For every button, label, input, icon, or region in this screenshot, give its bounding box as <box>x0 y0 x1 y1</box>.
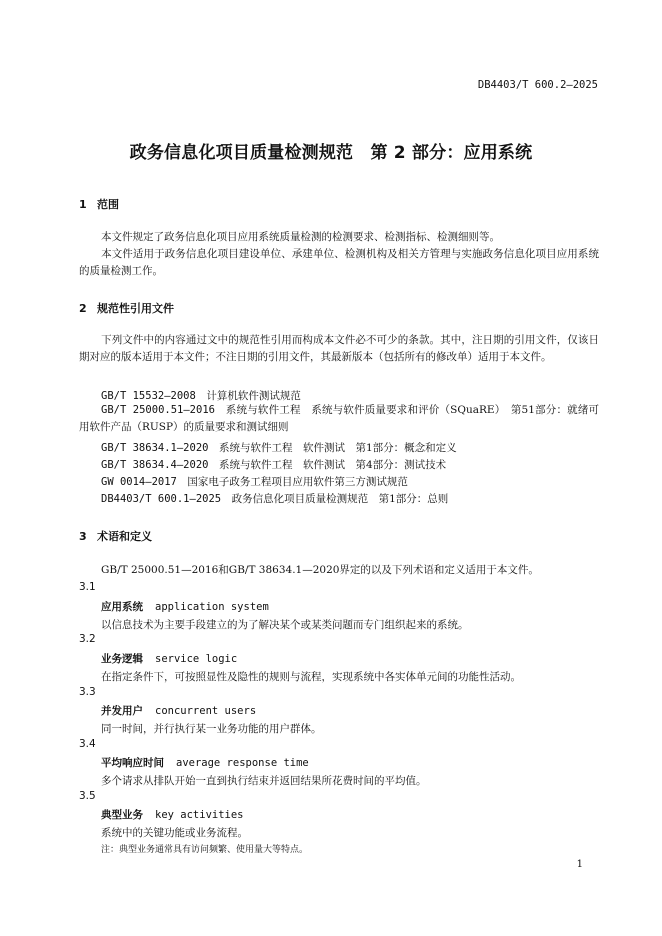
paragraph-text: 下列文件中的内容通过文中的规范性引用而构成本文件必不可少的条款。其中，注日期的引用文件，仅该日期对应的版本适用于本文件；不注日期的引用文件，其最新版本（包括所有的修改单）适用于本文件。 <box>79 334 599 364</box>
term-definition: 多个请求从排队开始一直到执行结束并返回结果所花费时间的平均值。 <box>101 775 427 787</box>
term-definition: 以信息技术为主要手段建立的为了解决某个或某类问题而专门组织起来的系统。 <box>101 619 469 631</box>
section-number: 3 <box>79 530 87 543</box>
reference-title: 系统与软件工程 软件测试 第1部分：概念和定义 <box>218 442 457 454</box>
term-definition: 同一时间，并行执行某一业务功能的用户群体。 <box>101 723 322 735</box>
reference-title: 系统与软件工程 软件测试 第4部分：测试技术 <box>218 459 447 471</box>
reference-title: 系统与软件工程 系统与软件质量要求和评价（SQuaRE） 第51部分：就绪可用软件产品（RUSP）的质量要求和测试细则 <box>79 404 600 434</box>
section-heading-terms <box>79 528 152 544</box>
term-english: concurrent users <box>155 705 257 717</box>
section-title: 规范性引用文件 <box>97 302 174 315</box>
term-english: key activities <box>155 809 244 821</box>
paragraph-text: 本文件适用于政务信息化项目建设单位、承建单位、检测机构及相关方管理与实施政务信息化项目应用系统的质量检测工作。 <box>79 248 599 278</box>
term-definition: 在指定条件下，可按照显性及隐性的规则与流程，实现系统中各实体单元间的功能性活动。 <box>101 671 521 683</box>
scope-paragraph-2 <box>79 246 599 281</box>
term-definition: 系统中的关键功能或业务流程。 <box>101 827 248 839</box>
term-entry <box>101 703 256 718</box>
reference-code: DB4403/T 600.1—2025 <box>101 493 222 505</box>
reference-item <box>101 388 301 403</box>
term-note: 注：典型业务通常具有访问频繁、使用量大等特点。 <box>101 845 309 855</box>
reference-item <box>101 491 448 506</box>
term-number: 3.5 <box>79 790 96 802</box>
term-chinese: 典型业务 <box>101 809 143 821</box>
term-english: service logic <box>155 653 238 665</box>
term-english: average response time <box>176 757 309 769</box>
term-entry <box>101 599 269 614</box>
section-heading-scope <box>79 196 119 212</box>
reference-code: GB/T 25000.51—2016 <box>101 404 215 416</box>
term-entry <box>101 755 309 770</box>
reference-code: GB/T 15532—2008 <box>101 390 196 402</box>
scope-paragraph-1 <box>79 229 599 246</box>
section-heading-references <box>79 300 174 316</box>
term-number: 3.3 <box>79 686 96 698</box>
term-chinese: 应用系统 <box>101 601 143 613</box>
document-title: 政务信息化项目质量检测规范 第 2 部分：应用系统 <box>129 143 533 163</box>
reference-item <box>79 402 599 437</box>
term-english: application system <box>155 601 269 613</box>
reference-title: 政务信息化项目质量检测规范 第1部分：总则 <box>231 493 449 505</box>
references-intro <box>79 332 599 367</box>
paragraph-text: 本文件规定了政务信息化项目应用系统质量检测的检测要求、检测指标、检测细则等。 <box>101 231 500 243</box>
reference-title: 国家电子政务工程项目应用软件第三方测试规范 <box>187 476 408 488</box>
term-number: 3.1 <box>79 581 96 593</box>
section-number: 2 <box>79 302 87 315</box>
term-number: 3.2 <box>79 633 96 645</box>
terms-intro: GB/T 25000.51—2016和GB/T 38634.1—2020界定的以及下列术语和定义适用于本文件。 <box>101 564 539 576</box>
reference-code: GW 0014—2017 <box>101 476 177 488</box>
term-entry <box>101 651 237 666</box>
term-chinese: 平均响应时间 <box>101 757 164 769</box>
reference-code: GB/T 38634.1—2020 <box>101 442 209 454</box>
term-number: 3.4 <box>79 738 96 750</box>
section-title: 范围 <box>97 198 119 211</box>
section-title: 术语和定义 <box>97 530 152 543</box>
document-code: DB4403/T 600.2—2025 <box>477 79 598 91</box>
reference-code: GB/T 38634.4—2020 <box>101 459 209 471</box>
section-number: 1 <box>79 198 87 211</box>
reference-item <box>101 474 408 489</box>
page-number: 1 <box>576 859 583 870</box>
term-entry <box>101 807 244 822</box>
reference-item <box>101 457 446 472</box>
term-chinese: 并发用户 <box>101 705 143 717</box>
reference-title: 计算机软件测试规范 <box>206 390 301 402</box>
reference-item <box>101 440 457 455</box>
term-chinese: 业务逻辑 <box>101 653 143 665</box>
